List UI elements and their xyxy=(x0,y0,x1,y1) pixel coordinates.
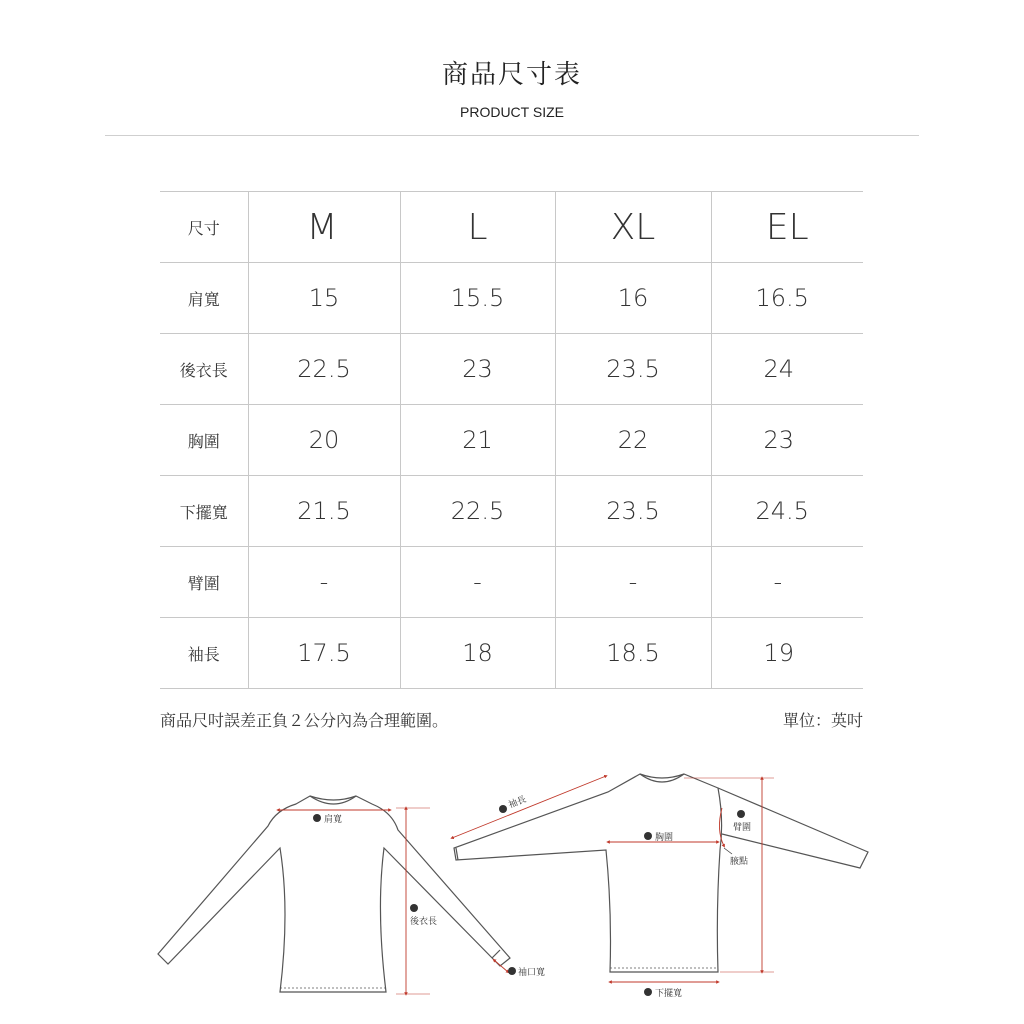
unit-note: 單位：英吋 xyxy=(782,711,863,730)
shirt-back-outline xyxy=(158,796,510,992)
garment-measurement-diagram xyxy=(0,760,1024,1024)
size-header-xl: XL xyxy=(555,192,711,263)
svg-text:4: 4 xyxy=(645,988,651,998)
cell-value: 24.5 xyxy=(711,476,863,547)
cell-value: - xyxy=(711,547,863,618)
cell-value: 23.5 xyxy=(555,476,711,547)
table-row xyxy=(160,405,863,476)
cell-value: 24 xyxy=(711,334,863,405)
table-row xyxy=(160,547,863,618)
cell-value: 16 xyxy=(555,263,711,334)
table-row xyxy=(160,476,863,547)
cell-value: 16.5 xyxy=(711,263,863,334)
label-cuff: 袖口寬 xyxy=(518,968,546,978)
cell-value: - xyxy=(555,547,711,618)
size-header-l: L xyxy=(400,192,555,263)
cell-value: 17.5 xyxy=(248,618,400,689)
cell-value: 22.5 xyxy=(400,476,555,547)
cell-value: - xyxy=(248,547,400,618)
page-title: 商品尺寸表 xyxy=(441,60,582,90)
diagram-labels xyxy=(313,793,751,999)
label-hem: 下擺寬 xyxy=(655,989,683,999)
table-row xyxy=(160,263,863,334)
cell-value: - xyxy=(400,547,555,618)
label-armpit: 腋點 xyxy=(730,857,749,867)
label-shoulder: 肩寬 xyxy=(324,815,343,825)
cell-value: 21 xyxy=(400,405,555,476)
size-table xyxy=(160,191,863,689)
svg-text:1: 1 xyxy=(314,814,320,824)
measurement-lines xyxy=(278,776,774,994)
svg-text:6: 6 xyxy=(500,805,506,815)
svg-text:2: 2 xyxy=(411,904,417,914)
cell-value: 21.5 xyxy=(248,476,400,547)
size-header-m: M xyxy=(248,192,400,263)
size-header-row xyxy=(160,192,863,263)
cell-value: 22.5 xyxy=(248,334,400,405)
cell-value: 22 xyxy=(555,405,711,476)
table-row xyxy=(160,334,863,405)
label-sleeve: 袖長 xyxy=(507,794,528,811)
cell-value: 23 xyxy=(400,334,555,405)
title-divider xyxy=(105,135,919,136)
size-corner-label: 尺寸 xyxy=(160,192,248,263)
cell-value: 15.5 xyxy=(400,263,555,334)
size-header-el: EL xyxy=(711,192,863,263)
row-label-chest: 胸圍 xyxy=(160,405,248,476)
table-row xyxy=(160,618,863,689)
svg-text:5: 5 xyxy=(509,967,515,977)
cell-value: 20 xyxy=(248,405,400,476)
row-label-back-length: 後衣長 xyxy=(160,334,248,405)
label-back-length: 後衣長 xyxy=(410,917,438,927)
svg-text:3: 3 xyxy=(645,832,651,842)
cell-value: 18.5 xyxy=(555,618,711,689)
row-label-sleeve: 袖長 xyxy=(160,618,248,689)
cell-value: 15 xyxy=(248,263,400,334)
row-label-arm: 臂圍 xyxy=(160,547,248,618)
cell-value: 18 xyxy=(400,618,555,689)
label-chest: 胸圍 xyxy=(655,833,674,843)
row-label-shoulder: 肩寬 xyxy=(160,263,248,334)
cell-value: 23 xyxy=(711,405,863,476)
cell-value: 19 xyxy=(711,618,863,689)
svg-text:7: 7 xyxy=(738,810,744,820)
label-arm: 臂圍 xyxy=(733,823,752,833)
tolerance-note: 商品尺吋誤差正負２公分內為合理範圍。 xyxy=(160,711,449,730)
row-label-hem: 下擺寬 xyxy=(160,476,248,547)
cell-value: 23.5 xyxy=(555,334,711,405)
page-subtitle: PRODUCT SIZE xyxy=(460,104,564,120)
